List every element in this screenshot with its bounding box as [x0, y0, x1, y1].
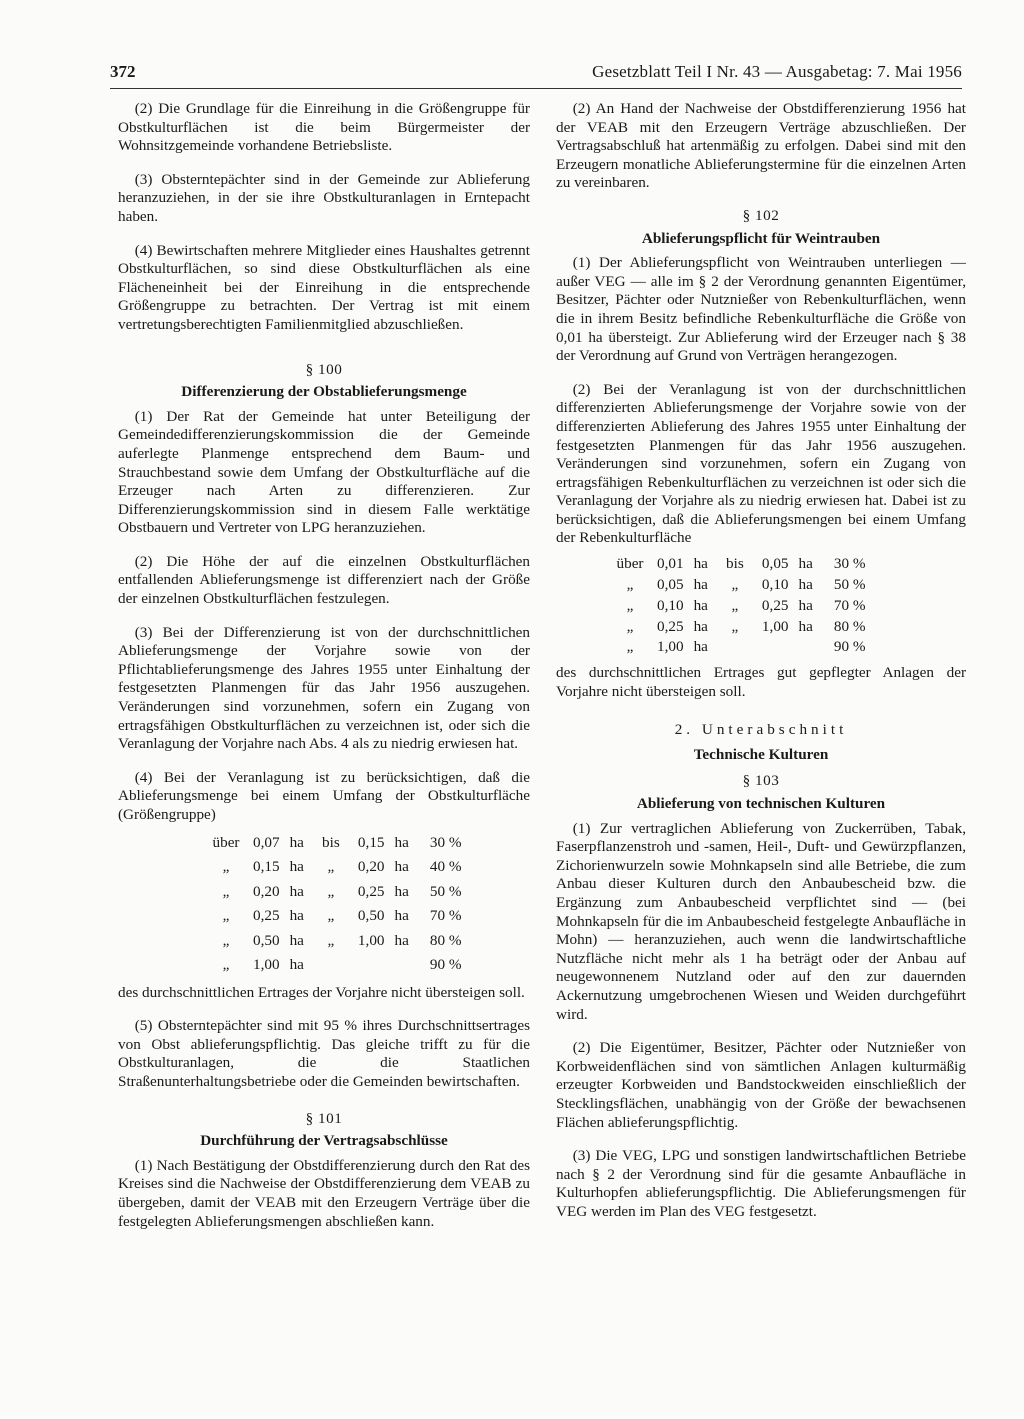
unit: ha: [394, 882, 409, 900]
unit: ha: [798, 617, 813, 635]
range-from-value: 0,10: [657, 596, 684, 614]
range-to-value: 0,25: [357, 882, 385, 900]
range-qualifier: „: [222, 956, 230, 974]
right-column: [556, 100, 966, 1221]
page-header: [110, 60, 962, 89]
rates-row: [608, 637, 870, 658]
range-to-value: 0,15: [357, 833, 385, 851]
paragraph: (2) Die Höhe der auf die einzelnen Obstkulturflächen entfallenden Ablieferungsmenge ist differenziert nach der Größe der einzelnen Obstkulturflächen festzulegen.: [118, 552, 530, 608]
range-qualifier: bis: [322, 833, 340, 851]
range-qualifier: „: [327, 931, 335, 949]
paragraph: des durchschnittlichen Ertrages gut gepflegter Anlagen der Vorjahre nicht übersteigen soll.: [556, 664, 966, 700]
range-from-value: 0,01: [657, 555, 684, 573]
percent-value: 70 %: [833, 596, 866, 614]
rates-row: [204, 880, 466, 905]
paragraph: (1) Der Rat der Gemeinde hat unter Beteiligung der Gemeindedifferenzierungskommission die der Gemeinde auferlegte Planmenge entsprechend dem Baum- und Strauchbestand sowie dem Umfang der Obstkulturfläche auf die Erzeuger nach Arten zu differenzieren. Zur Differenzierungskommission sind in diesem Falle werktätige Obstbauern und Vertreter von LPG heranzuziehen.: [118, 407, 530, 537]
section-number: § 103: [742, 772, 780, 790]
left-column: [118, 100, 530, 1231]
range-from-value: 0,15: [253, 858, 280, 876]
unit: ha: [693, 596, 708, 614]
range-qualifier: „: [222, 858, 230, 876]
unit: ha: [289, 907, 304, 925]
paragraph: (2) Bei der Veranlagung ist von der durchschnittlichen differenzierten Ablieferungsmenge der Vorjahre sowie von der differenzierten Ablieferung des Jahres 1955 unter Einhaltung der festgesetzten Planmengen für das Jahr 1956 auszugehen. Veränderungen sind vorzunehmen, sofern ein Zugang von ertragsfähigen Rebenkulturflächen zu verzeichnen ist oder sich die Veranlagung der Vorjahre als zu niedrig erwiesen hat. Dabei ist zu berücksichtigen, daß die Ablieferungsmengen bei einem Umfang der Rebenkulturfläche: [556, 380, 966, 547]
range-qualifier: bis: [726, 555, 744, 573]
range-to-value: 0,50: [357, 907, 385, 925]
range-to-value: 0,05: [761, 555, 789, 573]
paragraph: (3) Bei der Differenzierung ist von der durchschnittlichen Ablieferungsmenge der Vorjahre sowie von der Pflichtablieferungsmenge des Jahres 1955 unter Einhaltung der festgesetzten Planmengen für das Jahr 1956 auszugehen. Veränderungen sind vorzunehmen, sofern ein Zugang von ertragsfähigen Obstkulturflächen zu verzeichnen ist, oder sich die Veranlagung der Vorjahre nach Abs. 4 als zu niedrig erwiesen hat.: [118, 623, 530, 753]
range-to-value: 1,00: [357, 931, 385, 949]
paragraph: (2) Die Grundlage für die Einreihung in die Größengruppe für Obstkulturflächen ist die beim Bürgermeister der Wohnsitzgemeinde vorhandene Betriebsliste.: [118, 100, 530, 155]
section-title: Differenzierung der Obstablieferungsmenge: [181, 383, 467, 401]
paragraph: (3) Obsterntepächter sind in der Gemeinde zur Ablieferung heranzuziehen, in der sie ihre Obstkulturanlagen in Erntepacht haben.: [118, 170, 530, 225]
range-to-value: [353, 953, 390, 978]
subsection-title: Technische Kulturen: [693, 745, 829, 763]
rates-row: [204, 953, 466, 978]
section-number: § 100: [305, 360, 343, 378]
range-qualifier: „: [626, 596, 634, 614]
percent-value: 30 %: [429, 833, 462, 851]
range-from-value: 0,25: [657, 617, 684, 635]
range-qualifier: über: [212, 833, 240, 851]
unit: ha: [394, 907, 409, 925]
percent-value: 50 %: [833, 575, 866, 593]
range-to-value: 1,00: [761, 617, 789, 635]
range-to-value: [757, 637, 794, 658]
percent-value: 90 %: [833, 638, 866, 656]
unit: ha: [289, 858, 304, 876]
paragraph: (5) Obsterntepächter sind mit 95 % ihres Durchschnittsertrages von Obst ablieferungspflichtig. Das gleiche trifft zu für die Obstkulturanlagen, die die Staatlichen Straßenunterhaltungsbetriebe oder die Gemeinden bewirtschaften.: [118, 1017, 530, 1090]
range-from-value: 0,07: [253, 833, 280, 851]
range-from-value: 0,20: [253, 882, 280, 900]
percent-value: 80 %: [833, 617, 866, 635]
unit: ha: [289, 931, 304, 949]
paragraph: (1) Der Ablieferungspflicht von Weintrauben unterliegen — außer VEG — alle im § 2 der Verordnung genannten Eigentümer, Besitzer, Pächter oder Nutznießer von Rebenkulturflächen, wenn die in ihrem Besitz befindliche Rebenkulturfläche die Größe von 0,01 ha übersteigt. Zur Ablieferung wird der Erzeuger nach § 38 der Verordnung auf Grund von Verträgen herangezogen.: [556, 254, 966, 365]
subsection-heading: 2. Unterabschnitt: [674, 721, 848, 739]
unit: ha: [289, 833, 304, 851]
unit: ha: [289, 956, 304, 974]
unit: ha: [394, 833, 409, 851]
percent-value: 90 %: [429, 956, 462, 974]
range-from-value: 0,50: [253, 931, 280, 949]
paragraph: (4) Bewirtschaften mehrere Mitglieder eines Haushaltes getrennt Obstkulturflächen, so sind diese Obstkulturflächen als eine Flächeneinheit bei der Einreihung in die entsprechende Größengruppe zu betrachten. Der Vertrag ist mit einem vertretungsberechtigten Familienmitglied abzuschließen.: [118, 241, 530, 333]
range-qualifier: „: [222, 882, 230, 900]
rates-table: [204, 831, 466, 978]
range-qualifier: „: [222, 907, 230, 925]
range-qualifier: [713, 637, 757, 658]
percent-value: 40 %: [429, 858, 462, 876]
rates-row: [204, 855, 466, 880]
range-qualifier: „: [626, 575, 634, 593]
percent-value: 30 %: [833, 555, 866, 573]
range-qualifier: „: [731, 617, 739, 635]
rates-row: [608, 575, 870, 596]
paragraph: (3) Die VEG, LPG und sonstigen landwirtschaftlichen Betriebe nach § 2 der Verordnung sind für die gesamte Anbaufläche in Kulturhopfen ablieferungspflichtig. Die Ablieferungsmengen für VEG werden im Plan des VEG festgesetzt.: [556, 1147, 966, 1220]
unit: ha: [693, 638, 708, 656]
unit: ha: [798, 575, 813, 593]
range-qualifier: „: [626, 638, 634, 656]
unit: ha: [289, 882, 304, 900]
range-from-value: 0,25: [253, 907, 280, 925]
range-from-value: 1,00: [657, 638, 684, 656]
section-number: § 101: [305, 1109, 343, 1127]
range-qualifier: „: [731, 575, 739, 593]
unit: ha: [693, 555, 708, 573]
rates-row: [204, 929, 466, 954]
percent-value: 70 %: [429, 907, 462, 925]
unit: ha: [693, 617, 708, 635]
unit: ha: [693, 575, 708, 593]
range-to-value: 0,25: [761, 596, 789, 614]
rates-row: [204, 904, 466, 929]
paragraph: (1) Zur vertraglichen Ablieferung von Zuckerrüben, Tabak, Faserpflanzenstroh und -samen, Heil-, Duft- und Gewürzpflanzen, Zichorienwurzeln sowie Mohnkapseln sind alle Betriebe, die zum Anbau dieser Kulturen durch den Anbaubescheid bzw. die Ergänzung zum Anbaubescheid verpflichtet sind — (bei Mohnkapseln für die im Anbaubescheid festgelegte Anbaufläche in Mohn) — heranzuziehen, auch wenn die landwirtschaftliche Nutzfläche nicht mehr als 1 ha beträgt oder der Anbau auf neugewonnenem Nutzland oder auf den zur dauernden Ackernutzung umgebrochenen Wiesen und Weiden durchgeführt wird.: [556, 819, 966, 1023]
unit: ha: [394, 931, 409, 949]
rates-table: [608, 554, 870, 658]
percent-value: 80 %: [429, 931, 462, 949]
range-to-value: 0,20: [357, 858, 385, 876]
range-qualifier: „: [327, 907, 335, 925]
paragraph: (2) An Hand der Nachweise der Obstdifferenzierung 1956 hat der VEAB mit den Erzeugern Verträge abzuschließen. Der Vertragsabschluß hat artenmäßig zu erfolgen. Dabei sind mit den Erzeugern monatliche Ablieferungstermine für die einzelnen Arten zu vereinbaren.: [556, 100, 966, 192]
unit: ha: [798, 555, 813, 573]
rates-row: [608, 554, 870, 575]
paragraph: (4) Bei der Veranlagung ist zu berücksichtigen, daß die Ablieferungsmenge bei einem Umfang der Obstkulturfläche (Größengruppe): [118, 768, 530, 823]
range-qualifier: „: [731, 596, 739, 614]
range-qualifier: [309, 953, 353, 978]
range-from-value: 0,05: [657, 575, 684, 593]
range-qualifier: über: [616, 555, 644, 573]
section-number: § 102: [742, 206, 780, 224]
section-title: Durchführung der Vertragsabschlüsse: [200, 1132, 448, 1150]
gazette-title: Gesetzblatt Teil I Nr. 43 — Ausgabetag: 7. Mai 1956: [592, 62, 962, 81]
section-title: Ablieferung von technischen Kulturen: [636, 795, 886, 813]
rates-row: [204, 831, 466, 856]
range-qualifier: „: [327, 882, 335, 900]
range-qualifier: „: [626, 617, 634, 635]
rates-row: [608, 596, 870, 617]
paragraph: des durchschnittlichen Ertrages der Vorjahre nicht übersteigen soll.: [118, 983, 525, 1001]
range-qualifier: „: [327, 858, 335, 876]
paragraph: (2) Die Eigentümer, Besitzer, Pächter oder Nutznießer von Korbweidenflächen sind von sämtlichen Anlagen kulturmäßig erzeugter Korbweiden und Bandstockweiden einschließlich der Stecklingsflächen, unabhängig von der Größe der bewachsenen Flächen ablieferungspflichtig.: [556, 1039, 966, 1131]
range-from-value: 1,00: [253, 956, 280, 974]
unit: [794, 637, 818, 658]
unit: [390, 953, 414, 978]
paragraph: (1) Nach Bestätigung der Obstdifferenzierung durch den Rat des Kreises sind die Nachweise der Obstdifferenzierung dem VEAB zu übergeben, damit der VEAB mit den Erzeugern Verträge über die festgelegten Ablieferungsmengen abschließen kann.: [118, 1156, 530, 1230]
section-title: Ablieferungspflicht für Weintrauben: [641, 229, 881, 247]
unit: ha: [394, 858, 409, 876]
range-to-value: 0,10: [761, 575, 789, 593]
rates-row: [608, 616, 870, 637]
page-number: 372: [110, 62, 136, 81]
range-qualifier: „: [222, 931, 230, 949]
unit: ha: [798, 596, 813, 614]
percent-value: 50 %: [429, 882, 462, 900]
